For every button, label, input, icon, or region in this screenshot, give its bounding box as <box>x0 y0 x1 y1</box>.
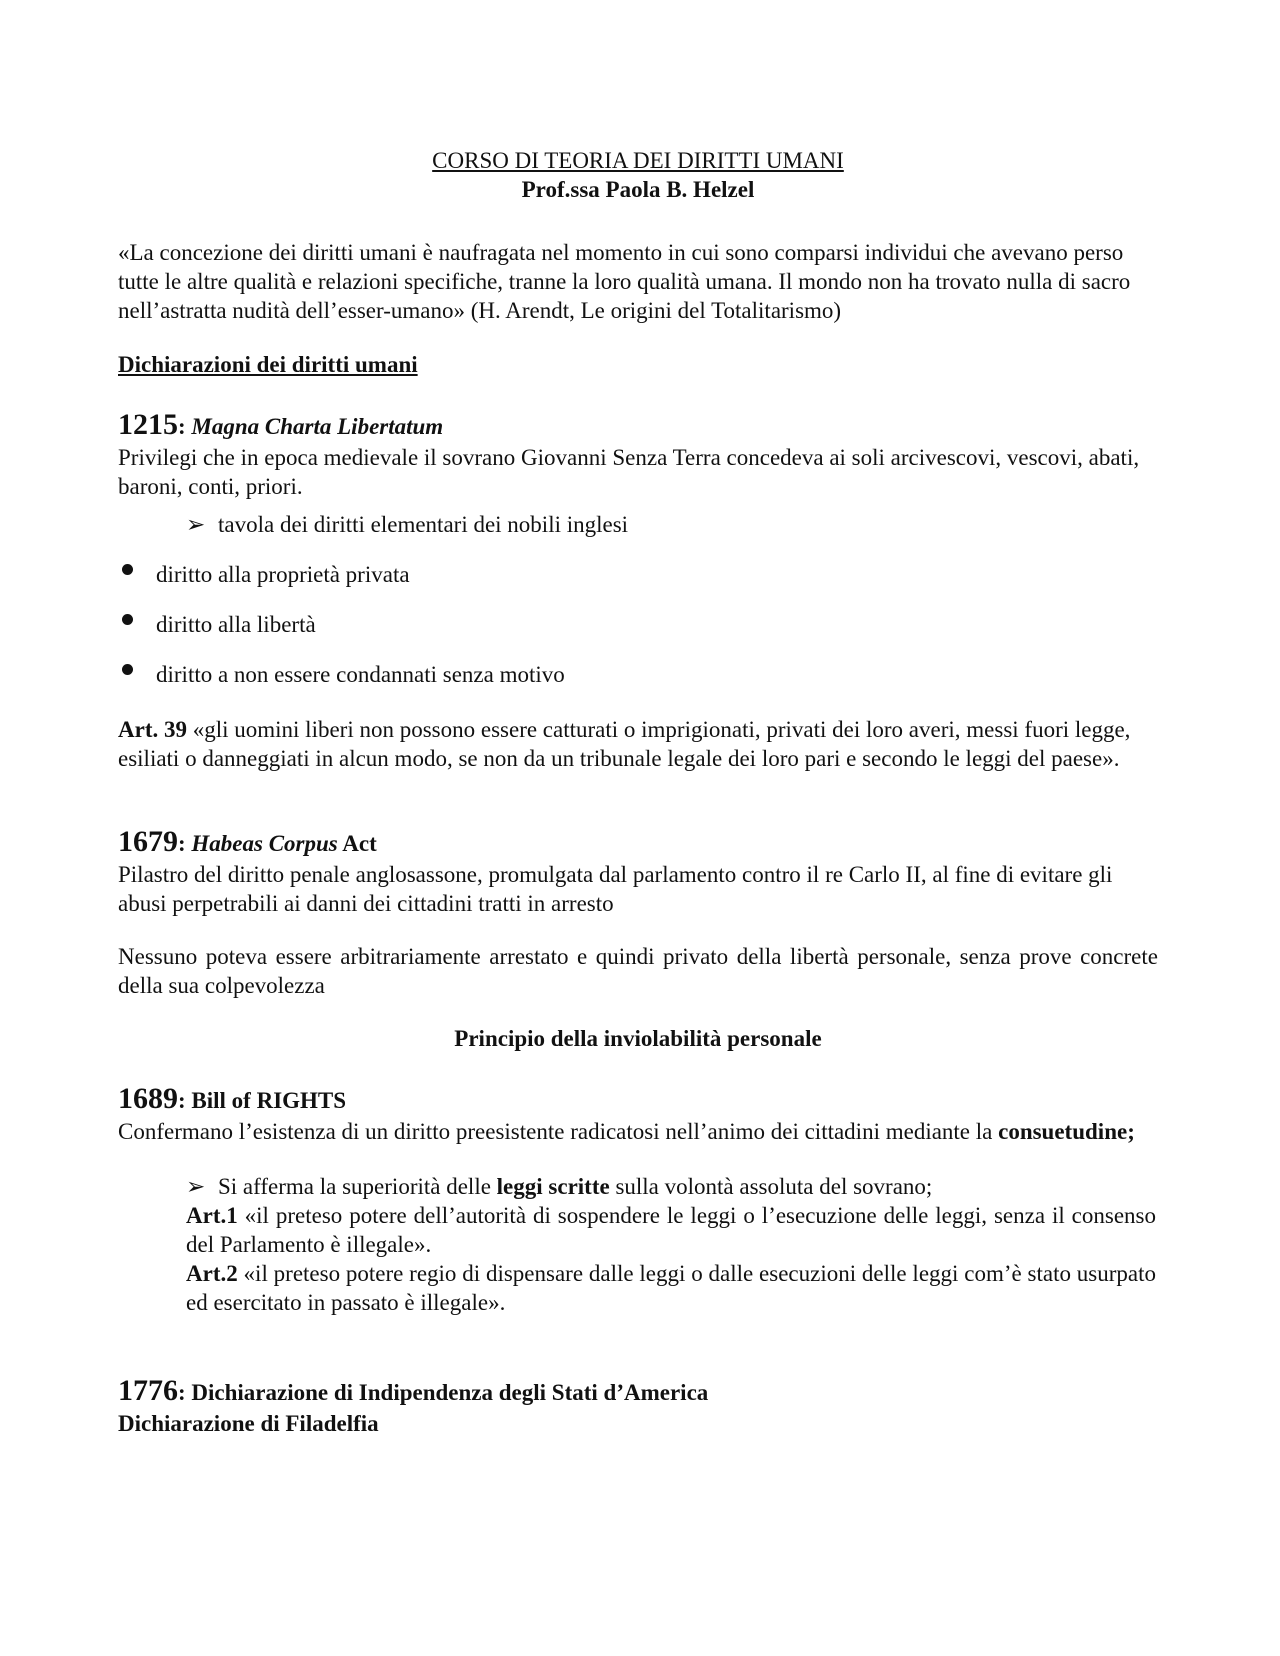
colon-1215: : <box>178 414 186 439</box>
section-1689 <box>118 1083 1158 1146</box>
bullet-icon <box>122 564 133 575</box>
bullet-text: diritto alla libertà <box>156 612 316 637</box>
section-heading <box>118 350 1158 379</box>
principle-block <box>118 1024 1158 1053</box>
article-39-text <box>118 715 1158 773</box>
professor-name: Prof.ssa Paola B. Helzel <box>521 177 755 202</box>
title-1679-rest: Act <box>337 831 377 856</box>
article-1-1689 <box>186 1201 1156 1259</box>
article-39 <box>118 715 1158 773</box>
arrow-item-1215 <box>186 510 1156 539</box>
article-2-body: «il preteso potere regio di dispensare dalle leggi o dalle esecuzioni delle leggi com’è stato usurpato ed esercitato in passato è illegale». <box>186 1261 1156 1315</box>
title-1689: Bill of RIGHTS <box>185 1088 347 1113</box>
desc-1679: Pilastro del diritto penale anglosassone, promulgata dal parlamento contro il re Carlo II, al fine di evitare gli abusi perpetrabili ai danni dei cittadini tratti in arresto <box>118 862 1113 916</box>
arrow-text-1215: tavola dei diritti elementari dei nobili inglesi <box>218 512 629 537</box>
bullet-icon <box>122 664 133 675</box>
title-1776: Dichiarazione di Indipendenza degli Stati d’America <box>185 1380 709 1405</box>
year-1689: 1689 <box>118 1082 178 1115</box>
quote-text: «La concezione dei diritti umani è naufragata nel momento in cui sono comparsi individui che avevano perso tutte le altre qualità e relazioni specifiche, tranne la loro qualità umana. Il mondo non ha trovato nulla di sacro nell’astratta nudità dell’esser-umano» (H. Arendt, Le origini del Totalitarismo) <box>118 240 1131 323</box>
arrow-post-1689: sulla volontà assoluta del sovrano; <box>609 1174 933 1199</box>
arrow-bold-1689: leggi scritte <box>496 1174 610 1199</box>
arrow-icon: ➢ <box>186 512 206 537</box>
section-title: Dichiarazioni dei diritti umani <box>118 352 418 377</box>
subtitle-1776: Dichiarazione di Filadelfia <box>118 1411 379 1436</box>
article-1-body: «il preteso potere dell’autorità di sospendere le leggi o l’esecuzione delle leggi, senza il consenso del Parlamento è illegale». <box>186 1203 1156 1257</box>
course-title: CORSO DI TEORIA DEI DIRITTI UMANI <box>432 148 844 173</box>
desc-1689 <box>118 1117 1158 1146</box>
desc2-1679: Nessuno poteva essere arbitrariamente arrestato e quindi privato della libertà personale, senza prove concrete della sua colpevolezza <box>118 944 1158 998</box>
header <box>118 146 1158 204</box>
arrow-pre-1689: Si afferma la superiorità delle <box>218 1174 497 1199</box>
article-1-label: Art.1 <box>186 1203 238 1228</box>
arrow-icon: ➢ <box>186 1174 206 1199</box>
desc-1689-text: Confermano l’esistenza di un diritto preesistente radicatosi nell’animo dei cittadini mediante la <box>118 1119 999 1144</box>
arrow-line-1689 <box>186 1172 1156 1201</box>
article-2-label: Art.2 <box>186 1261 238 1286</box>
colon-1776: : <box>178 1380 186 1405</box>
article-2-1689 <box>186 1259 1156 1317</box>
desc2-1679-block <box>118 942 1158 1000</box>
heading-1689 <box>118 1083 1158 1117</box>
heading-1776 <box>118 1375 1158 1409</box>
desc-1215: Privilegi che in epoca medievale il sovrano Giovanni Senza Terra concedeva ai soli arcivescovi, vescovi, abati, baroni, conti, priori. <box>118 445 1140 499</box>
year-1776: 1776 <box>118 1374 178 1407</box>
arendt-quote <box>118 238 1158 325</box>
article-39-label: Art. 39 <box>118 717 187 742</box>
principle-title: Principio della inviolabilità personale <box>454 1026 822 1051</box>
year-1679: 1679 <box>118 825 178 858</box>
heading-1215 <box>118 409 1158 443</box>
bullet-text: diritto alla proprietà privata <box>156 562 410 587</box>
bullet-text: diritto a non essere condannati senza motivo <box>156 662 565 687</box>
desc-1689-bold: consuetudine; <box>998 1119 1135 1144</box>
article-39-body: «gli uomini liberi non possono essere catturati o imprigionati, privati dei loro averi, messi fuori legge, esiliati o danneggiati in alcun modo, se non da un tribunale legale dei loro pari e secondo le leggi del paese». <box>118 717 1131 771</box>
year-1215: 1215 <box>118 408 178 441</box>
arrow-item-1689 <box>186 1172 1156 1317</box>
title-1679-italic: Habeas Corpus <box>191 831 338 856</box>
heading-1679 <box>118 826 1158 860</box>
title-1215: Magna Charta Libertatum <box>191 414 444 439</box>
section-1776 <box>118 1375 1158 1438</box>
colon-1679: : <box>178 831 186 856</box>
section-1215 <box>118 409 1158 501</box>
section-1679 <box>118 826 1158 918</box>
colon-1689: : <box>178 1088 186 1113</box>
bullet-icon <box>122 614 133 625</box>
